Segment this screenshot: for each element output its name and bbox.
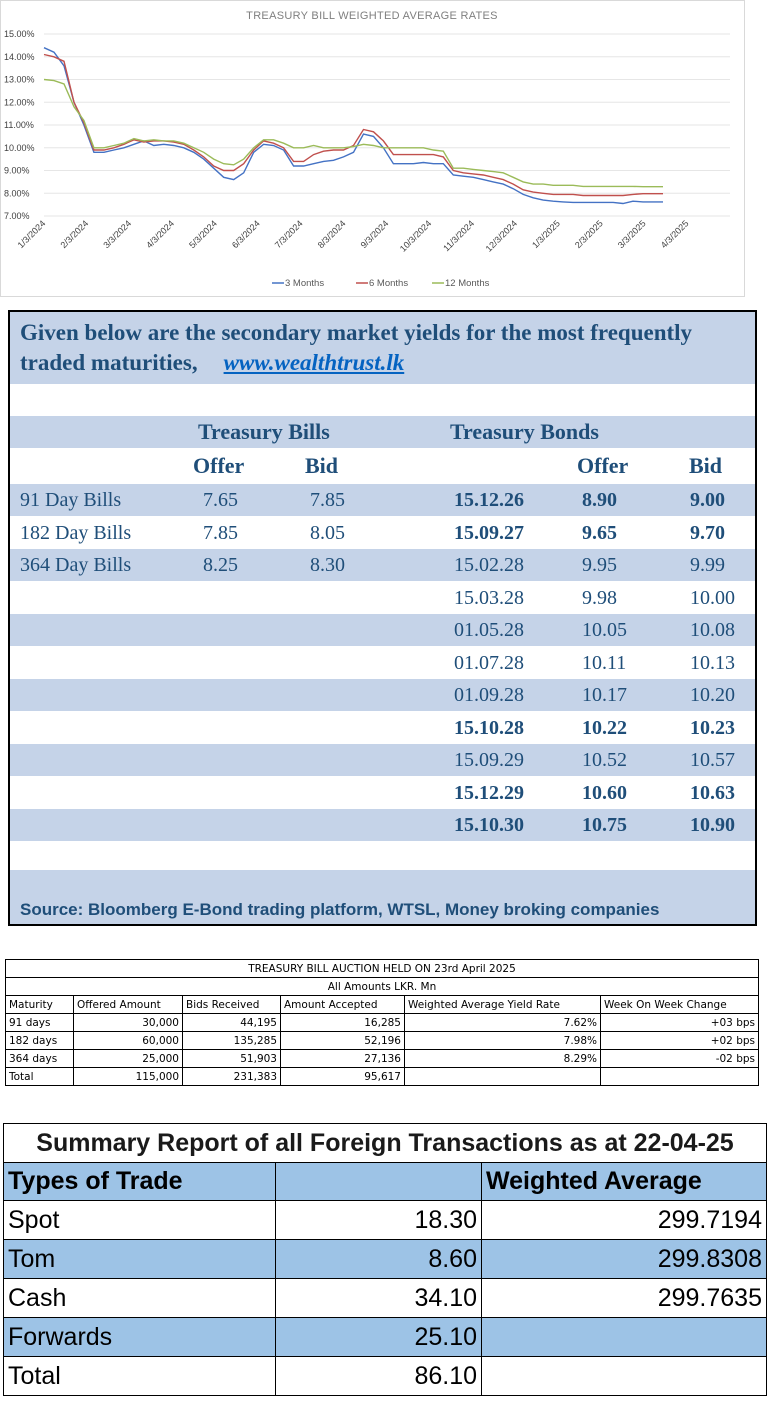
auction-subtitle: All Amounts LKR. Mn [6, 978, 759, 996]
bonds-bid-header: Bid [689, 453, 723, 478]
intro-line-2: traded maturities, [20, 350, 198, 375]
forex-amount: 25.10 [276, 1318, 482, 1357]
bond-bid: 9.99 [690, 554, 725, 576]
x-tick-label: 7/3/2024 [272, 218, 305, 251]
auction-cell: 8.29% [405, 1050, 601, 1068]
forex-weighted-average: 299.7194 [482, 1201, 767, 1240]
y-tick-label: 15.00% [4, 29, 35, 39]
y-tick-label: 8.00% [4, 188, 30, 199]
bond-offer: 10.22 [582, 716, 627, 739]
x-tick-label: 3/3/2025 [615, 218, 648, 251]
yield-row [10, 582, 755, 614]
bond-maturity: 15.09.27 [454, 521, 524, 544]
bill-bid: 8.05 [310, 521, 345, 544]
auction-cell: 27,136 [281, 1050, 405, 1068]
forex-weighted-average [482, 1357, 767, 1396]
bond-offer: 9.98 [582, 586, 617, 609]
auction-header-cell: Weighted Average Yield Rate [405, 996, 601, 1014]
auction-header-cell: Offered Amount [74, 996, 183, 1014]
bond-bid: 10.63 [690, 781, 735, 804]
bond-maturity: 01.07.28 [454, 651, 524, 674]
yield-row [10, 484, 755, 516]
yield-row [10, 712, 755, 744]
yields-intro [10, 312, 755, 384]
y-tick-label: 9.00% [4, 165, 30, 176]
legend-label: 3 Months [285, 278, 325, 289]
intro-line-1: Given below are the secondary market yields for the most frequently [20, 320, 693, 345]
forex-amount: 34.10 [276, 1279, 482, 1318]
bond-bid: 9.00 [690, 489, 725, 511]
bonds-offer-header: Offer [577, 453, 629, 478]
bond-offer: 9.65 [582, 521, 617, 544]
tbill-auction-table [5, 959, 759, 1086]
auction-title: TREASURY BILL AUCTION HELD ON 23rd April 2025 [6, 960, 759, 978]
bills-heading: Treasury Bills [198, 419, 330, 444]
auction-header-cell: Maturity [6, 996, 74, 1014]
auction-cell: -02 bps [601, 1050, 759, 1068]
bond-bid: 10.08 [690, 619, 735, 641]
source-text: Source: Bloomberg E-Bond trading platform, WTSL, Money broking companies [20, 900, 660, 919]
x-tick-label: 1/3/2025 [530, 218, 562, 251]
x-tick-label: 4/3/2024 [144, 218, 177, 251]
bond-maturity: 15.03.28 [454, 586, 524, 609]
bond-offer: 10.60 [582, 781, 627, 804]
yield-row [10, 549, 755, 581]
yield-row [10, 777, 755, 809]
auction-row [6, 1050, 759, 1068]
bond-maturity: 15.09.29 [454, 749, 524, 771]
foreign-transactions-table [3, 1123, 767, 1396]
bill-bid: 8.30 [310, 554, 345, 576]
bond-maturity: 15.10.30 [454, 814, 524, 836]
yield-row [10, 809, 755, 841]
auction-cell: 25,000 [74, 1050, 183, 1068]
yields-subheading-row [10, 450, 755, 482]
yields-heading-row [10, 416, 755, 448]
auction-cell: 115,000 [74, 1068, 183, 1086]
forex-amount: 8.60 [276, 1240, 482, 1279]
auction-header-cell: Bids Received [183, 996, 281, 1014]
auction-cell: 52,196 [281, 1032, 405, 1050]
bond-offer: 8.90 [582, 489, 617, 511]
forex-title: Summary Report of all Foreign Transactions as at 22-04-25 [4, 1124, 767, 1163]
auction-cell: 16,285 [281, 1014, 405, 1032]
rates-chart-panel [0, 0, 770, 298]
bills-bid-header: Bid [305, 453, 339, 478]
yields-source [10, 870, 755, 924]
x-tick-label: 12/3/2024 [483, 218, 520, 254]
x-tick-label: 10/3/2024 [397, 218, 434, 254]
auction-cell: 364 days [6, 1050, 74, 1068]
bond-maturity: 15.10.28 [454, 716, 524, 739]
bond-maturity: 15.02.28 [454, 554, 524, 576]
forex-amount: 86.10 [276, 1357, 482, 1396]
y-tick-label: 12.00% [4, 97, 35, 108]
forex-trade-type: Cash [4, 1279, 276, 1318]
yield-row [10, 679, 755, 711]
yield-row [10, 614, 755, 646]
forex-header-average: Weighted Average [482, 1163, 767, 1201]
auction-header-row [6, 996, 759, 1014]
rates-chart [0, 0, 770, 298]
x-tick-label: 5/3/2024 [187, 218, 219, 251]
bond-bid: 10.20 [690, 684, 735, 706]
bond-bid: 10.23 [690, 716, 735, 739]
yield-row [10, 647, 755, 679]
auction-subtitle-row [6, 978, 759, 996]
auction-cell: 51,903 [183, 1050, 281, 1068]
bill-name: 91 Day Bills [20, 489, 122, 511]
y-tick-label: 11.00% [4, 120, 34, 130]
bonds-heading: Treasury Bonds [450, 419, 599, 444]
bill-offer: 7.85 [203, 521, 238, 544]
forex-header-row [4, 1163, 767, 1201]
auction-cell: 7.98% [405, 1032, 601, 1050]
auction-cell: +03 bps [601, 1014, 759, 1032]
auction-cell [601, 1068, 759, 1086]
bill-bid: 7.85 [310, 489, 345, 511]
bond-offer: 10.11 [582, 651, 627, 674]
forex-row [4, 1279, 767, 1318]
x-tick-label: 4/3/2025 [658, 218, 691, 251]
auction-cell: 182 days [6, 1032, 74, 1050]
legend-label: 12 Months [445, 278, 490, 289]
bond-offer: 10.17 [582, 684, 627, 706]
bond-bid: 10.00 [690, 586, 735, 609]
x-tick-label: 6/3/2024 [229, 218, 262, 251]
forex-amount: 18.30 [276, 1201, 482, 1240]
auction-cell: 60,000 [74, 1032, 183, 1050]
forex-trade-type: Total [4, 1357, 276, 1396]
x-tick-label: 1/3/2024 [15, 218, 48, 251]
y-tick-label: 10.00% [4, 142, 35, 153]
yield-row [10, 517, 755, 549]
auction-cell: 44,195 [183, 1014, 281, 1032]
bond-maturity: 01.05.28 [454, 619, 524, 641]
bond-offer: 10.75 [582, 814, 627, 836]
auction-row [6, 1014, 759, 1032]
auction-cell: Total [6, 1068, 74, 1086]
bill-offer: 7.65 [203, 489, 238, 511]
forex-trade-type: Forwards [4, 1318, 276, 1357]
bill-name: 364 Day Bills [20, 554, 132, 576]
auction-cell: 95,617 [281, 1068, 405, 1086]
bond-offer: 10.52 [582, 749, 627, 771]
y-tick-label: 7.00% [4, 211, 30, 221]
auction-cell: 231,383 [183, 1068, 281, 1086]
wealthtrust-link[interactable]: www.wealthtrust.lk [223, 350, 405, 375]
forex-weighted-average: 299.7635 [482, 1279, 767, 1318]
chart-title: TREASURY BILL WEIGHTED AVERAGE RATES [246, 10, 498, 22]
bond-bid: 9.70 [690, 521, 725, 544]
auction-title-row [6, 960, 759, 978]
bond-offer: 10.05 [582, 619, 627, 641]
x-tick-label: 8/3/2024 [315, 218, 348, 251]
x-tick-label: 9/3/2024 [358, 218, 391, 251]
legend-label: 6 Months [369, 278, 409, 289]
bond-bid: 10.57 [690, 749, 735, 771]
yield-row [10, 744, 755, 776]
auction-header-cell: Week On Week Change [601, 996, 759, 1014]
chart-legend [272, 278, 490, 289]
bill-offer: 8.25 [203, 554, 238, 576]
secondary-market-yields [8, 310, 757, 926]
y-tick-label: 13.00% [4, 74, 35, 85]
bills-offer-header: Offer [193, 453, 245, 478]
auction-row [6, 1032, 759, 1050]
x-tick-label: 2/3/2024 [58, 218, 91, 251]
forex-row [4, 1240, 767, 1279]
bond-maturity: 15.12.29 [454, 781, 524, 804]
forex-weighted-average [482, 1318, 767, 1357]
x-tick-label: 11/3/2024 [441, 218, 477, 254]
forex-trade-type: Spot [4, 1201, 276, 1240]
auction-cell [405, 1068, 601, 1086]
forex-row [4, 1201, 767, 1240]
forex-header-amount [276, 1163, 482, 1201]
auction-cell: 30,000 [74, 1014, 183, 1032]
auction-cell: 135,285 [183, 1032, 281, 1050]
auction-cell: +02 bps [601, 1032, 759, 1050]
bond-bid: 10.90 [690, 814, 735, 836]
auction-row [6, 1068, 759, 1086]
auction-cell: 7.62% [405, 1014, 601, 1032]
y-tick-label: 14.00% [4, 51, 35, 62]
auction-header-cell: Amount Accepted [281, 996, 405, 1014]
bond-maturity: 01.09.28 [454, 684, 524, 706]
forex-weighted-average: 299.8308 [482, 1240, 767, 1279]
x-tick-label: 2/3/2025 [572, 218, 605, 251]
x-tick-label: 3/3/2024 [101, 218, 134, 251]
bond-maturity: 15.12.26 [454, 489, 524, 511]
forex-trade-type: Tom [4, 1240, 276, 1279]
forex-header-trade: Types of Trade [4, 1163, 276, 1201]
auction-cell: 91 days [6, 1014, 74, 1032]
forex-title-row [4, 1124, 767, 1163]
bond-offer: 9.95 [582, 554, 617, 576]
bill-name: 182 Day Bills [20, 521, 132, 544]
bond-bid: 10.13 [690, 651, 735, 674]
forex-row [4, 1357, 767, 1396]
forex-row [4, 1318, 767, 1357]
